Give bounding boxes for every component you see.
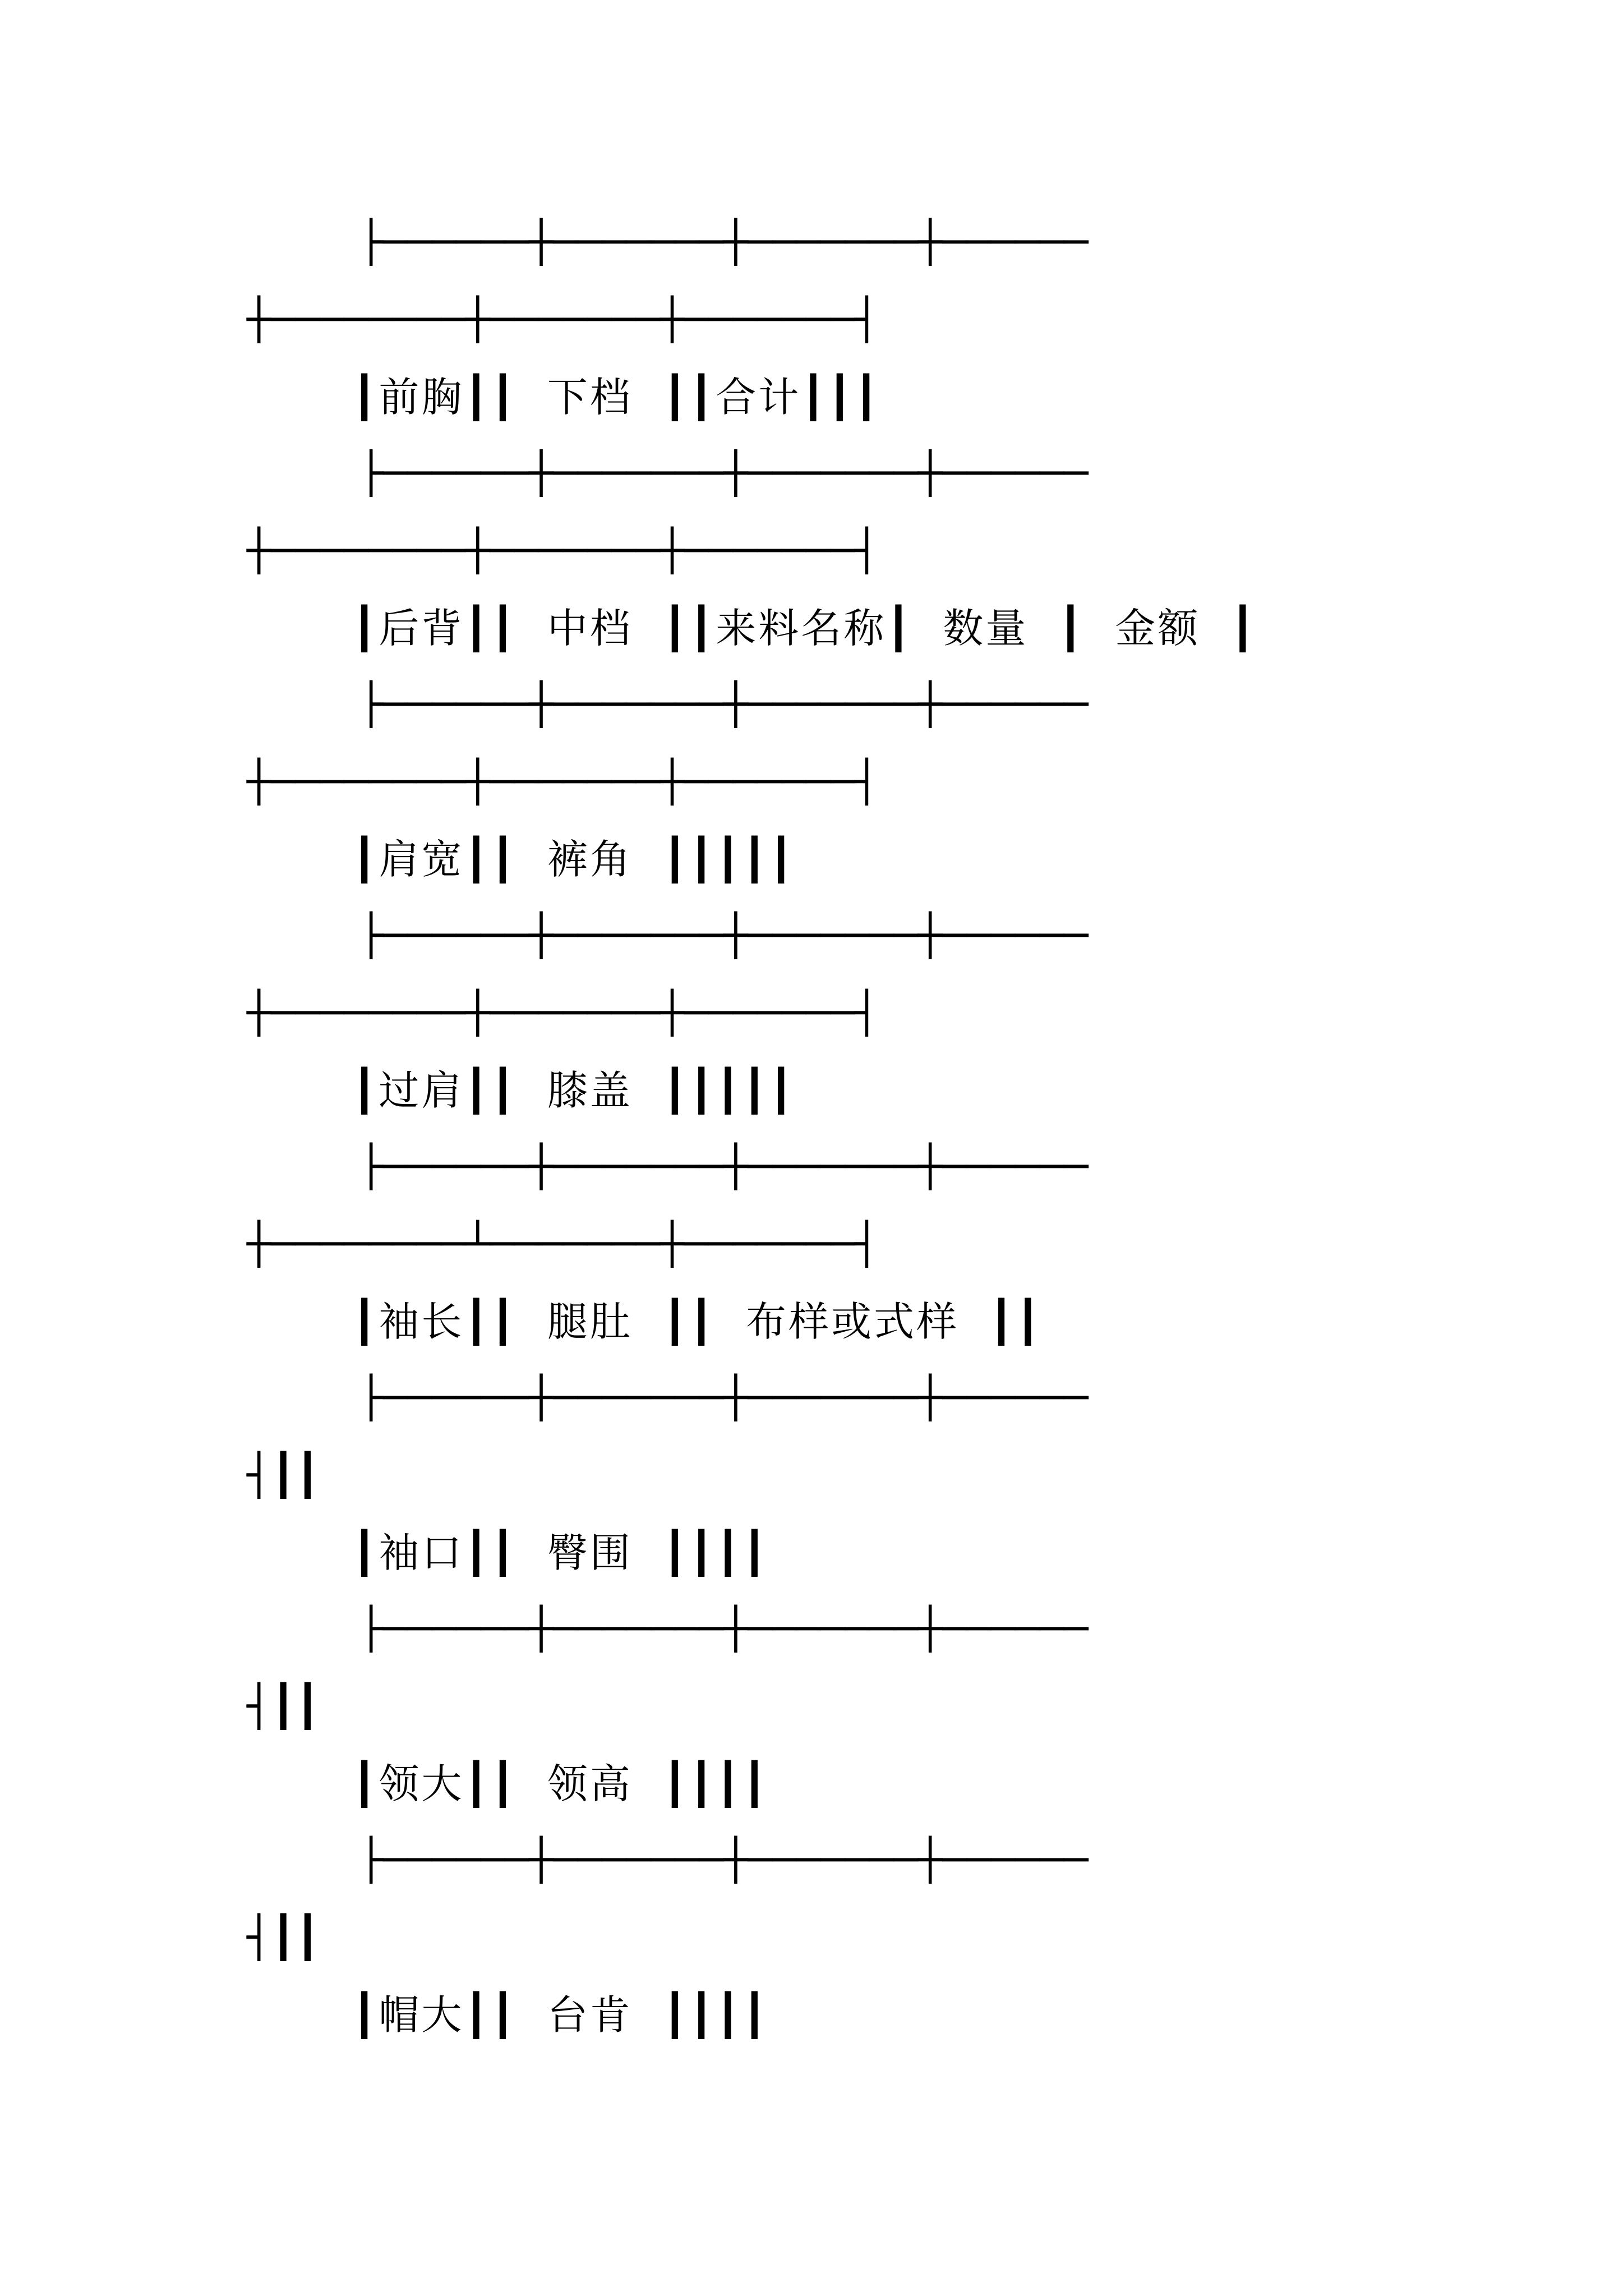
table-border-line: ├──────┼───────┼───────┼────── — [359, 449, 1089, 496]
table-border-line: ┤┃┃ — [247, 1682, 320, 1729]
table-border-line: ┼────────┼───────┼───────┤ — [247, 989, 879, 1036]
table-border-line: ├──────┼───────┼───────┼────── — [359, 680, 1089, 728]
table-border-line: ┤┃┃ — [247, 1451, 320, 1498]
table-border-line: ├──────┼───────┼───────┼────── — [359, 1605, 1089, 1652]
table-text-row: ┃后背┃┃ 中档 ┃┃来料名称┃ 数量 ┃ 金额 ┃ — [352, 605, 1257, 652]
table-text-row: ┃前胸┃┃ 下档 ┃┃合计┃┃┃ — [352, 374, 881, 421]
table-text-row: ┃领大┃┃ 领高 ┃┃┃┃ — [352, 1760, 769, 1807]
table-border-line: ├──────┼───────┼───────┼────── — [359, 218, 1089, 265]
table-border-line: ├──────┼───────┼───────┼────── — [359, 1374, 1089, 1421]
table-text-row: ┃帽大┃┃ 台肯 ┃┃┃┃ — [352, 1991, 769, 2039]
table-border-line: ├──────┼───────┼───────┼────── — [359, 1143, 1089, 1190]
table-border-line: ┼────────┼───────┼───────┤ — [247, 758, 879, 805]
table-border-line: ┤┃┃ — [247, 1913, 320, 1961]
table-text-row: ┃过肩┃┃ 膝盖 ┃┃┃┃┃ — [352, 1067, 796, 1114]
table-border-line: ├──────┼───────┼───────┼────── — [359, 912, 1089, 959]
table-border-line: ┼────────┴───────┼───────┤ — [247, 1220, 879, 1267]
table-border-line: ┼────────┼───────┼───────┤ — [247, 296, 879, 343]
table-text-row: ┃袖口┃┃ 臀围 ┃┃┃┃ — [352, 1529, 769, 1576]
table-border-line: ├──────┼───────┼───────┼────── — [359, 1836, 1089, 1883]
table-border-line: ┼────────┼───────┼───────┤ — [247, 527, 879, 574]
table-text-row: ┃袖长┃┃ 腿肚 ┃┃ 布样或式样 ┃┃ — [352, 1298, 1043, 1345]
table-text-row: ┃肩宽┃┃ 裤角 ┃┃┃┃┃ — [352, 836, 796, 883]
